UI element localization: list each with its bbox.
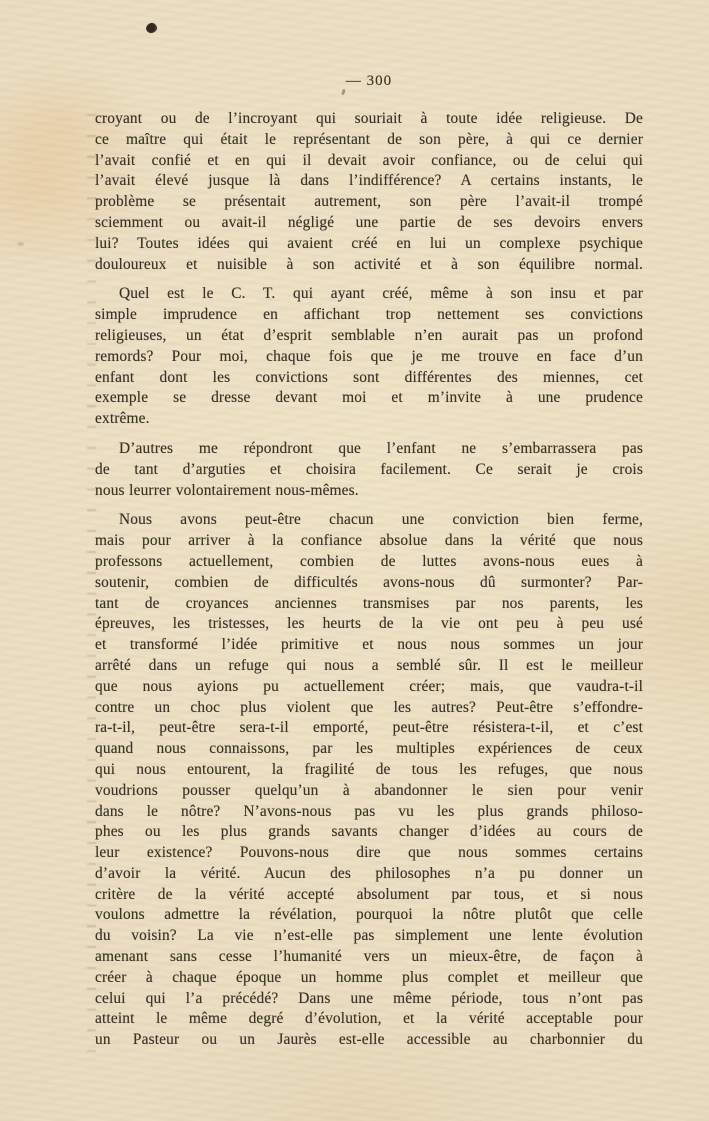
text-line: croyant ou de l’incroyant qui souriait à toute idée religieuse. De <box>95 110 643 127</box>
text-line: leur existence? Pouvons-nous dire que nous sommes certains <box>95 844 643 862</box>
text-line: Nous avons peut-être chacun une conviction bien ferme, <box>119 511 643 529</box>
text-line: de tant d’arguties et choisira facilement. Ce serait je crois <box>95 460 643 478</box>
text-line: atteint le même degré d’évolution, et la vérité acceptable pour <box>95 1010 643 1028</box>
paragraph <box>95 439 643 501</box>
corner-speck-artifact <box>17 242 24 246</box>
text-line: arrêté dans un refuge qui nous a semblé sûr. Il est le meilleur <box>95 656 643 674</box>
text-line: et transformé l’idée primitive et nous nous sommes un jour <box>95 636 643 654</box>
text-line: problème se présentait autrement, son père l’avait-il trompé <box>95 193 643 211</box>
text-line: tant de croyances anciennes transmises par nos parents, les <box>95 594 643 612</box>
text-line: l’avait confié et en qui il devait avoir confiance, ou de celui qui <box>95 151 643 169</box>
text-line: voudrions pousser quelqu’un à abandonner le sien pour venir <box>95 781 643 799</box>
text-line: critère de la vérité accepté absolument par tous, et si nous <box>95 885 643 903</box>
text-line: enfant dont les convictions sont différentes des miennes, cet <box>95 368 643 386</box>
text-line: D’autres me répondront que l’enfant ne s’embarrassera pas <box>119 439 643 457</box>
text-line: contre un choc plus violent que les autres? Peut-être s’effondre- <box>95 698 643 716</box>
text-line: phes ou les plus grands savants changer d’idées au cours de <box>95 823 643 841</box>
fly-speck-artifact <box>341 89 345 96</box>
paragraph <box>95 284 643 430</box>
text-line: ra-t-il, peut-être sera-t-il emporté, peut-être résistera-t-il, et c’est <box>95 719 643 737</box>
text-line: que nous ayions pu actuellement créer; mais, que vaudra-t-il <box>95 677 643 695</box>
text-line: un Pasteur ou un Jaurès est-elle accessible au charbonnier du <box>95 1031 643 1049</box>
text-line: qui nous entourent, la fragilité de tous les refuges, que nous <box>95 760 643 778</box>
text-line: amenant sans cesse l’humanité vers un mieux-être, de façon à <box>95 948 643 966</box>
text-line: remords? Pour moi, chaque fois que je me trouve en face d’un <box>95 347 643 365</box>
text-line: douloureux et nuisible à son activité et à son équilibre normal. <box>95 255 643 273</box>
text-line: soutenir, combien de difficultés avons-nous dû surmonter? Par- <box>95 573 643 591</box>
text-line: Quel est le C. T. qui ayant créé, même à son insu et par <box>119 285 643 303</box>
text-line: épreuves, les tristesses, les heurts de la vie ont peu à peu usé <box>95 615 643 633</box>
text-line: celui qui l’a précédé? Dans une même période, tous n’ont pas <box>95 989 643 1007</box>
text-line: quand nous connaissons, par les multiples expériences de ceux <box>95 740 643 758</box>
text-line: dans le nôtre? N’avons-nous pas vu les plus grands philoso- <box>95 802 643 820</box>
text-line: ce maître qui était le représentant de son père, à qui ce dernier <box>95 130 643 148</box>
text-line: mais pour arriver à la confiance absolue dans la vérité que nous <box>95 532 643 550</box>
text-line: simple imprudence en affichant trop nettement ses convictions <box>95 306 643 324</box>
text-line: nous leurrer volontairement nous-mêmes. <box>95 481 359 499</box>
text-line: religieuses, un état d’esprit semblable n’en aurait pas un profond <box>95 326 643 344</box>
text-line: lui? Toutes idées qui avaient créé en lui un complexe psychique <box>95 234 643 252</box>
page-number: — 300 <box>345 73 393 89</box>
text-column <box>95 109 643 1051</box>
text-line: professons actuellement, combien de luttes avons-nous eues à <box>95 552 643 570</box>
ink-spot-artifact <box>145 21 159 34</box>
text-line: d’avoir la vérité. Aucun des philosophes n’a pu donner un <box>95 864 643 882</box>
text-line: l’avait élevé jusque là dans l’indifférence? A certains instants, le <box>95 172 643 190</box>
paragraph <box>95 510 643 1051</box>
text-line: voulons admettre la révélation, pourquoi la nôtre plutôt que celle <box>95 906 643 924</box>
text-line: exemple se dresse devant moi et m’invite à une prudence <box>95 389 643 407</box>
paragraph <box>95 109 643 275</box>
text-line: sciemment ou avait-il négligé une partie de ses devoirs envers <box>95 213 643 231</box>
text-line: du voisin? La vie n’est-elle pas simplement une lente évolution <box>95 927 643 945</box>
text-line: extrême. <box>95 410 150 428</box>
text-line: créer à chaque époque un homme plus complet et meilleur que <box>95 968 643 986</box>
